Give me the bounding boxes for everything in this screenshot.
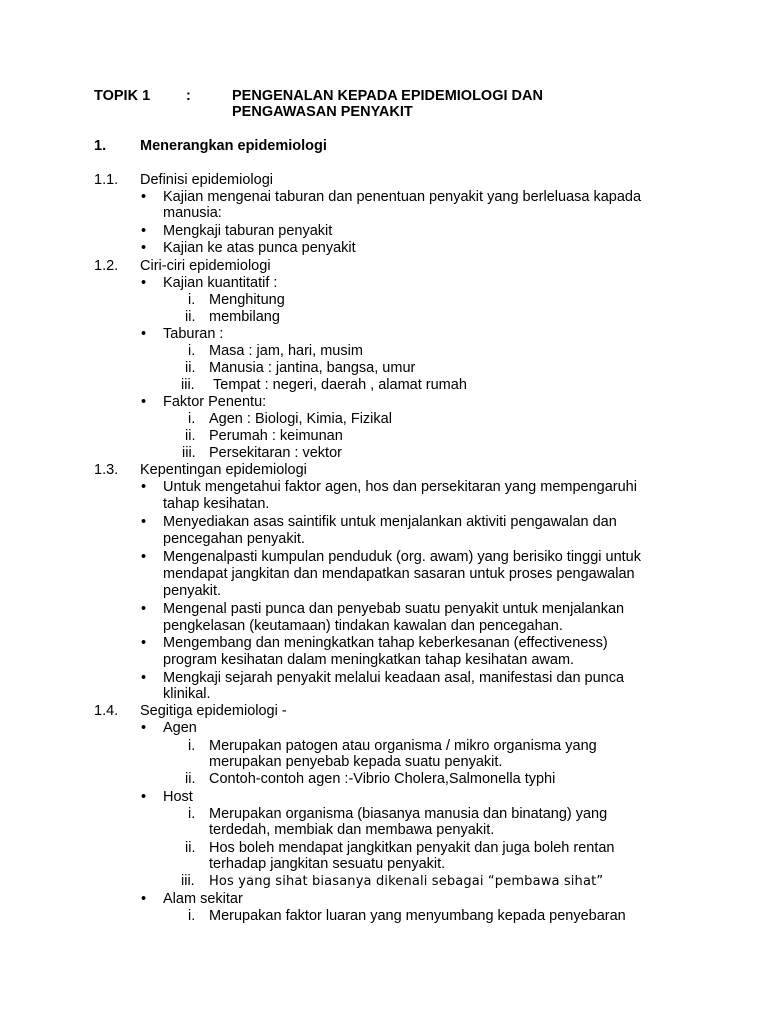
roman-numeral: i. [188, 411, 196, 427]
group-label: Faktor Penentu: [163, 394, 267, 410]
list-item-text: Menghitung [209, 292, 285, 308]
section-title: Menerangkan epidemiologi [140, 138, 327, 154]
list-item-text: Contoh-contoh agen :-Vibrio Cholera,Salmonella typhi [209, 771, 556, 787]
list-item-text: Agen : Biologi, Kimia, Fizikal [209, 411, 392, 427]
list-item-text: Masa : jam, hari, musim [209, 343, 363, 359]
topic-title-line1: PENGENALAN KEPADA EPIDEMIOLOGI DAN [232, 88, 543, 104]
bullet-text: Mengkaji sejarah penyakit melalui keadaan asal, manifestasi dan punca [163, 670, 625, 686]
roman-numeral: ii. [185, 360, 196, 376]
list-item-text-cont: terhadap jangkitan sesuatu penyakit. [209, 856, 446, 872]
list-item-text-cont: merupakan penyebab kepada suatu penyakit. [209, 754, 503, 770]
roman-numeral: ii. [185, 840, 196, 856]
roman-numeral: i. [188, 292, 196, 308]
bullet-icon: • [141, 223, 147, 239]
subsection-number: 1.3. [94, 462, 119, 478]
bullet-text-cont: pencegahan penyakit. [163, 531, 305, 547]
topic-colon: : [186, 88, 191, 104]
roman-numeral: ii. [185, 771, 196, 787]
bullet-icon: • [141, 601, 147, 617]
bullet-text-cont: penyakit. [163, 583, 222, 599]
bullet-icon: • [141, 891, 147, 907]
bullet-text-cont: program kesihatan dalam meningkatkan tahap kesihatan awam. [163, 652, 575, 668]
roman-numeral: iii. [181, 377, 195, 393]
roman-numeral: i. [188, 806, 196, 822]
bullet-icon: • [141, 514, 147, 530]
bullet-text-cont: pengkelasan (keutamaan) tindakan kawalan dan pencegahan. [163, 618, 563, 634]
list-item-text: Hos boleh mendapat jangkitkan penyakit dan juga boleh rentan [209, 840, 615, 856]
list-item-text: Merupakan faktor luaran yang menyumbang kepada penyebaran [209, 908, 626, 924]
bullet-text: Mengenalpasti kumpulan penduduk (org. awam) yang berisiko tinggi untuk [163, 549, 641, 565]
bullet-text: Kajian mengenai taburan dan penentuan penyakit yang berleluasa kapada [163, 189, 642, 205]
list-item-text: Merupakan organisma (biasanya manusia dan binatang) yang [209, 806, 608, 822]
subsection-title: Segitiga epidemiologi - [140, 703, 287, 719]
bullet-text: Untuk mengetahui faktor agen, hos dan persekitaran yang mempengaruhi [163, 479, 637, 495]
group-label: Alam sekitar [163, 891, 243, 907]
roman-numeral: ii. [185, 309, 196, 325]
group-label: Host [163, 789, 193, 805]
group-label: Taburan : [163, 326, 224, 342]
bullet-icon: • [141, 394, 147, 410]
bullet-icon: • [141, 240, 147, 256]
list-item-text: Hos yang sihat biasanya dikenali sebagai “pembawa sihat” [209, 874, 604, 889]
bullet-icon: • [141, 670, 147, 686]
topic-title-line2: PENGAWASAN PENYAKIT [232, 104, 413, 120]
subsection-title: Definisi epidemiologi [140, 172, 273, 188]
bullet-icon: • [141, 789, 147, 805]
group-label: Kajian kuantitatif : [163, 275, 278, 291]
bullet-text-cont: manusia: [163, 205, 222, 221]
bullet-text: Mengkaji taburan penyakit [163, 223, 333, 239]
group-label: Agen [163, 720, 197, 736]
roman-numeral: iii. [182, 445, 196, 461]
bullet-text-cont: tahap kesihatan. [163, 496, 270, 512]
subsection-number: 1.1. [94, 172, 119, 188]
bullet-icon: • [141, 549, 147, 565]
bullet-icon: • [141, 720, 147, 736]
roman-numeral: i. [188, 343, 196, 359]
list-item-text: Persekitaran : vektor [209, 445, 342, 461]
subsection-title: Kepentingan epidemiologi [140, 462, 307, 478]
list-item-text: membilang [209, 309, 280, 325]
bullet-text: Mengembang dan meningkatkan tahap keberkesanan (effectiveness) [163, 635, 608, 651]
list-item-text: Perumah : keimunan [209, 428, 343, 444]
roman-numeral: iii. [181, 873, 195, 889]
bullet-icon: • [141, 189, 147, 205]
bullet-icon: • [141, 326, 147, 342]
roman-numeral: i. [188, 908, 196, 924]
list-item-text: Merupakan patogen atau organisma / mikro organisma yang [209, 738, 597, 754]
bullet-text: Kajian ke atas punca penyakit [163, 240, 356, 256]
roman-numeral: ii. [185, 428, 196, 444]
bullet-icon: • [141, 479, 147, 495]
bullet-icon: • [141, 275, 147, 291]
subsection-number: 1.4. [94, 703, 119, 719]
section-number: 1. [94, 138, 107, 154]
bullet-icon: • [141, 635, 147, 651]
bullet-text-cont: mendapat jangkitan dan mendapatkan sasaran untuk proses pengawalan [163, 566, 635, 582]
list-item-text-cont: terdedah, membiak dan membawa penyakit. [209, 822, 495, 838]
subsection-number: 1.2. [94, 258, 119, 274]
list-item-text: Tempat : negeri, daerah , alamat rumah [213, 377, 467, 393]
bullet-text-cont: klinikal. [163, 686, 211, 702]
list-item-text: Manusia : jantina, bangsa, umur [209, 360, 416, 376]
topic-label: TOPIK 1 [94, 88, 151, 104]
roman-numeral: i. [188, 738, 196, 754]
bullet-text: Mengenal pasti punca dan penyebab suatu penyakit untuk menjalankan [163, 601, 625, 617]
bullet-text: Menyediakan asas saintifik untuk menjalankan aktiviti pengawalan dan [163, 514, 617, 530]
subsection-title: Ciri-ciri epidemiologi [140, 258, 271, 274]
